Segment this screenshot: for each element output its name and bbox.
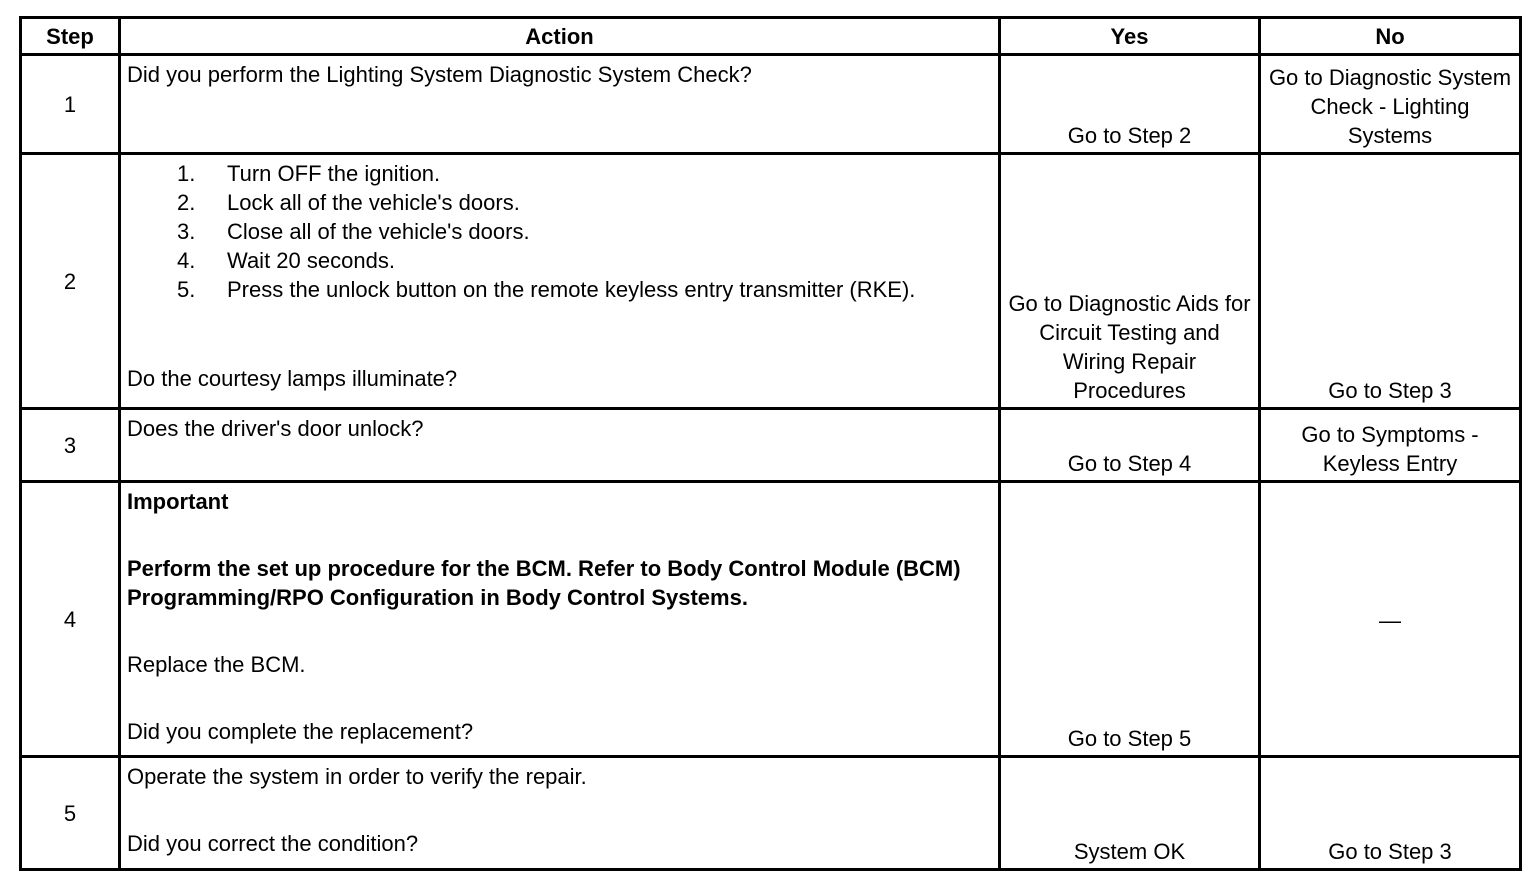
list-item bbox=[177, 159, 992, 188]
list-item-number: 4. bbox=[177, 248, 196, 273]
list-item bbox=[177, 275, 992, 304]
no-cell: — bbox=[1260, 482, 1521, 757]
action-cell bbox=[120, 757, 1000, 870]
yes-cell: Go to Step 4 bbox=[1000, 409, 1260, 482]
list-item-text: Wait 20 seconds. bbox=[227, 248, 395, 273]
action-cell bbox=[120, 482, 1000, 757]
yes-cell: Go to Step 5 bbox=[1000, 482, 1260, 757]
header-no: No bbox=[1260, 18, 1521, 55]
no-cell: Go to Symptoms - Keyless Entry bbox=[1260, 409, 1521, 482]
header-action: Action bbox=[120, 18, 1000, 55]
action-text: Does the driver's door unlock? bbox=[127, 416, 424, 441]
diagnostic-table bbox=[19, 16, 1522, 871]
yes-cell: System OK bbox=[1000, 757, 1260, 870]
list-item bbox=[177, 188, 992, 217]
procedure-list bbox=[127, 159, 992, 304]
action-text: Did you perform the Lighting System Diagnostic System Check? bbox=[127, 62, 752, 87]
important-text: Perform the set up procedure for the BCM. Refer to Body Control Module (BCM) Programming/RPO Configuration in Body Control Systems. bbox=[127, 556, 961, 610]
header-yes: Yes bbox=[1000, 18, 1260, 55]
question-text: Did you complete the replacement? bbox=[127, 719, 474, 744]
step-number: 1 bbox=[21, 55, 120, 154]
question-text: Do the courtesy lamps illuminate? bbox=[127, 366, 458, 391]
action-cell bbox=[120, 409, 1000, 482]
table-row bbox=[21, 409, 1521, 482]
table-row bbox=[21, 757, 1521, 870]
header-row bbox=[21, 18, 1521, 55]
list-item-number: 5. bbox=[177, 277, 196, 302]
list-item bbox=[177, 217, 992, 246]
list-item-text: Press the unlock button on the remote keyless entry transmitter (RKE). bbox=[227, 277, 916, 302]
list-item-text: Turn OFF the ignition. bbox=[227, 161, 441, 186]
yes-cell: Go to Step 2 bbox=[1000, 55, 1260, 154]
list-item-number: 3. bbox=[177, 219, 196, 244]
no-cell: Go to Step 3 bbox=[1260, 154, 1521, 409]
step-number: 4 bbox=[21, 482, 120, 757]
no-cell: Go to Diagnostic System Check - Lighting Systems bbox=[1260, 55, 1521, 154]
step-number: 2 bbox=[21, 154, 120, 409]
list-item bbox=[177, 246, 992, 275]
list-item-text: Close all of the vehicle's doors. bbox=[227, 219, 530, 244]
list-item-number: 1. bbox=[177, 161, 196, 186]
action-cell bbox=[120, 55, 1000, 154]
no-cell: Go to Step 3 bbox=[1260, 757, 1521, 870]
table-row bbox=[21, 154, 1521, 409]
list-item-number: 2. bbox=[177, 190, 196, 215]
question-text: Did you correct the condition? bbox=[127, 831, 419, 856]
step-number: 3 bbox=[21, 409, 120, 482]
step-number: 5 bbox=[21, 757, 120, 870]
table-row bbox=[21, 482, 1521, 757]
list-item-text: Lock all of the vehicle's doors. bbox=[227, 190, 520, 215]
header-step: Step bbox=[21, 18, 120, 55]
action-cell bbox=[120, 154, 1000, 409]
action-text: Operate the system in order to verify the repair. bbox=[127, 764, 587, 789]
table-row bbox=[21, 55, 1521, 154]
yes-cell: Go to Diagnostic Aids for Circuit Testing and Wiring Repair Procedures bbox=[1000, 154, 1260, 409]
important-label: Important bbox=[127, 489, 229, 514]
action-text: Replace the BCM. bbox=[127, 652, 306, 677]
